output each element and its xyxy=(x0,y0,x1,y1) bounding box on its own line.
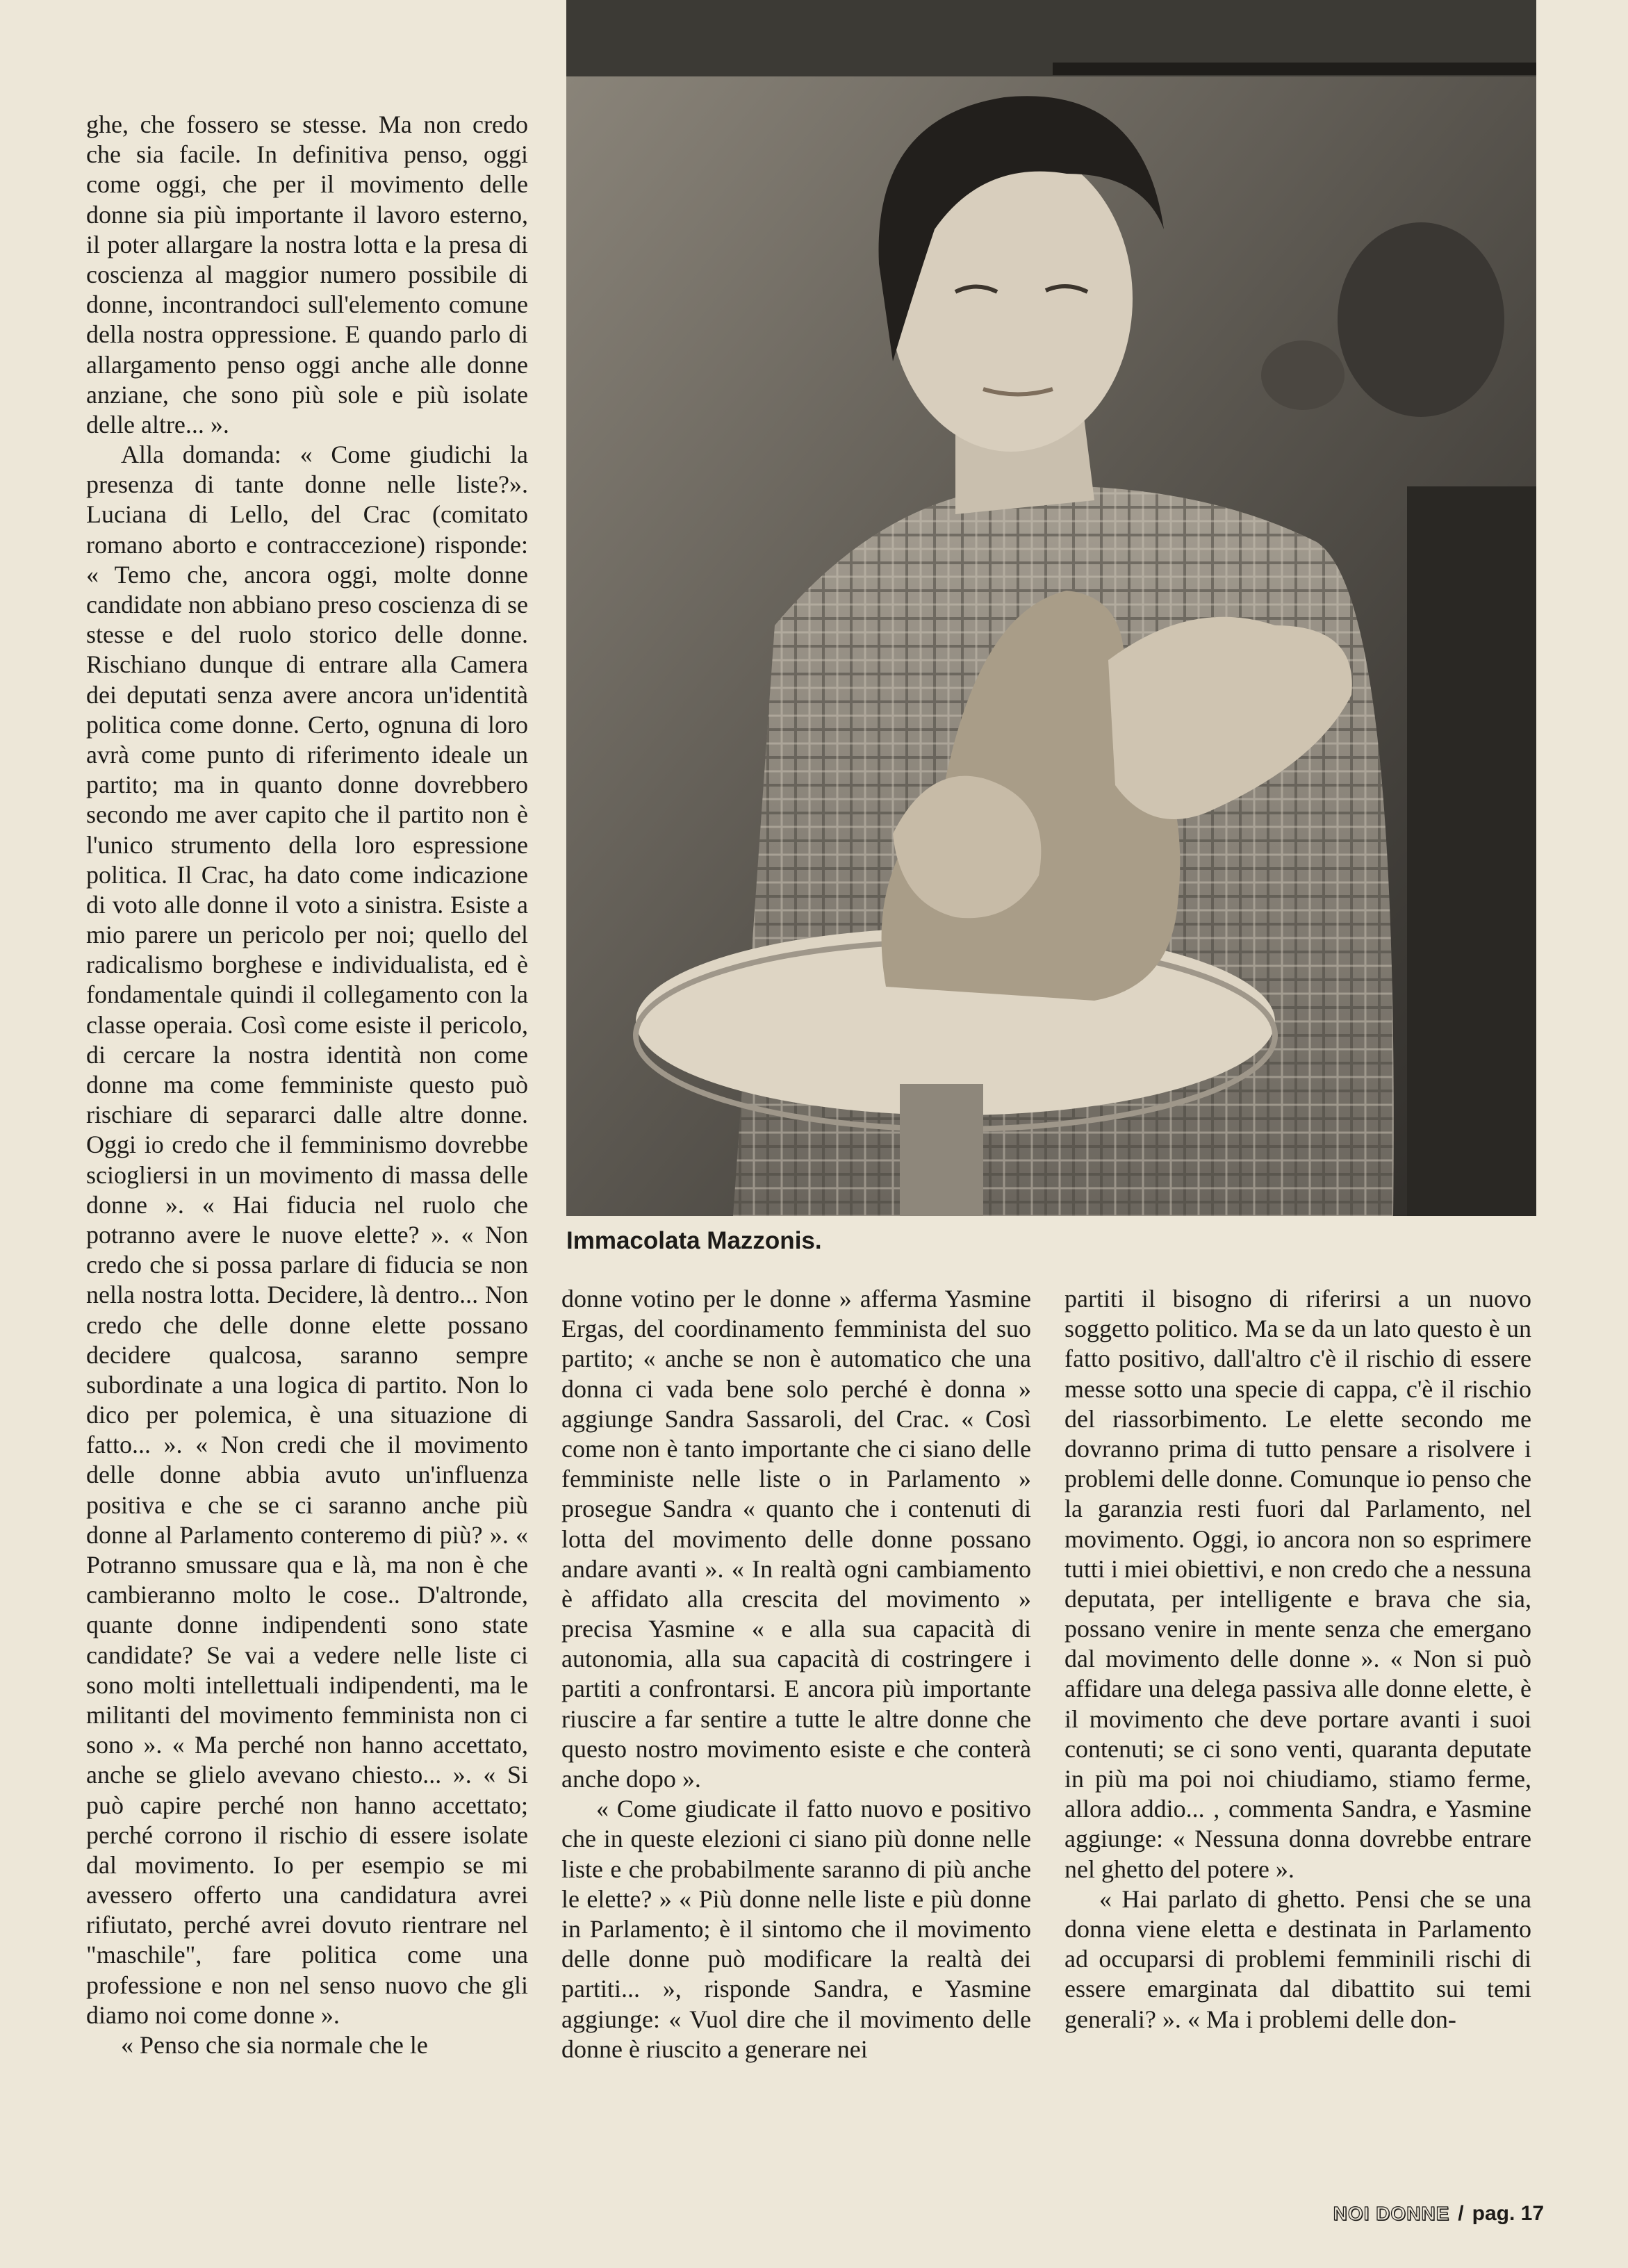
magazine-logo: NOI DONNE xyxy=(1333,2203,1450,2224)
paragraph: Alla domanda: « Come giudichi la presenza di tante donne nelle liste?». Luciana di Lello, del Crac (comitato romano aborto e contraccezione) risponde: « Temo che, ancora oggi, molte donne candidate non abbiano preso coscienza di se stesse e del ruolo storico delle donne. Rischiano dunque di entrare alla Camera dei deputati senza avere ancora un'identità politica come donne. Certo, ognuna di loro avrà come punto di riferimento ideale un partito; ma in quanto donne dovrebbero secondo me aver capito che il partito non è l'unico strumento della loro espressione politica. Il Crac, ha dato come indicazione di voto alle donne il voto a sinistra. Esiste a mio parere un pericolo per noi; quello del radicalismo borghese e individualista, ed è fondamentale quindi il collegamento con la classe operaia. Così come esiste il pericolo, di cercare la nostra identità non come donne ma come femministe questo può rischiare di separarci dalle altre donne. Oggi io credo che il femminismo dovrebbe sciogliersi in un movimento di massa delle donne ». « Hai fiducia nel ruolo che potranno avere le nuove elette? ». « Non credo che si possa parlare di fiducia se non nella nostra lotta. Decidere, là dentro... Non credo che delle donne elette possano decidere qualcosa, saranno sempre subordinate a una logica di partito. Non lo dico per polemica, è una situazione di fatto... ». « Non credi che il movimento delle donne abbia avuto un'influenza positiva e che se ci saranno anche più donne al Parlamento conteremo di più? ». « Potranno smussare qua e là, ma non è che cambieranno molto le cose.. D'altronde, quante donne indipendenti sono state candidate? Se vai a vedere nelle liste ci sono molti intellettuali indipendenti, ma le militanti del movimento femminista non ci sono ». « Ma perché non hanno accettato, anche se glielo avevano chiesto... ». « Si può capire perché non hanno accettato; perché corrono il rischio di essere isolate dal movimento. Io per esempio se mi avessero offerto una candidatura avrei rifiutato, perché avrei dovuto rientrare nel "maschile", fare politica come una professione e non nel senso nuovo che gli diamo noi come donne ». xyxy=(86,441,528,2029)
text-column-2 xyxy=(561,1284,1031,2128)
paragraph: donne votino per le donne » afferma Yasmine Ergas, del coordinamento femminista del suo partito; « anche se non è automatico che una donna ci vada bene solo perché è donna » aggiunge Sandra Sassaroli, del Crac. « Così come non è tanto importante che ci siano delle femministe nelle liste o in Parlamento » prosegue Sandra « quanto che i contenuti di lotta del movimento delle donne possano andare avanti ». « In realtà ogni cambiamento è affidato alla crescita del movimento » precisa Yasmine « e alla sua capacità di autonomia, alla sua capacità di costringere i partiti a confrontarsi. E ancora più importante riuscire a far sentire a tutte le altre donne che questo nostro movimento esiste e che conterà anche dopo ». xyxy=(561,1285,1031,1793)
text-column-3 xyxy=(1064,1284,1531,2128)
paragraph: « Hai parlato di ghetto. Pensi che se una donna viene eletta e destinata in Parlamento ad occuparsi di problemi femminili rischi di essere emarginata dal dibattito sui temi generali? ». « Ma i problemi delle don- xyxy=(1064,1884,1531,2033)
page-footer xyxy=(1280,2197,1544,2230)
sculptor-illustration xyxy=(566,0,1536,1216)
footer-separator: / xyxy=(1458,2202,1464,2225)
paragraph: partiti il bisogno di riferirsi a un nuovo soggetto politico. Ma se da un lato questo è un fatto positivo, dall'altro c'è il rischio di essere messe sotto una specie di cappa, c'è il rischio del riassorbimento. Le elette secondo me dovranno prima di tutto pensare a risolvere i problemi delle donne. Comunque io penso che la garanzia resti fuori dal Parlamento, nel movimento. Oggi, io ancora non so esprimere tutti i miei obiettivi, e non credo che a nessuna deputata, per intelligente e brava che sia, possano venire in mente senza che emergano dal movimento delle donne ». « Non si può affidare una delega passiva alle donne elette, è il movimento che deve portare avanti i suoi contenuti; se ci sono venti, quaranta deputate in più ma poi noi chiudiamo, stiamo ferme, allora addio... , commenta Sandra, e Yasmine aggiunge: « Nessuna donna dovrebbe entrare nel ghetto del potere ». xyxy=(1064,1285,1531,1883)
photo-caption: Immacolata Mazzonis. xyxy=(566,1227,822,1254)
page-number: pag. 17 xyxy=(1472,2202,1544,2225)
text-column-1 xyxy=(86,110,528,2125)
paragraph: « Penso che sia normale che le xyxy=(121,2031,428,2059)
portrait-photo xyxy=(566,0,1536,1216)
paragraph: ghe, che fossero se stesse. Ma non credo che sia facile. In definitiva penso, oggi come oggi, che per il movimento delle donne sia più importante il lavoro esterno, il poter allargare la nostra lotta e la presa di coscienza al maggior numero possibile di donne, incontrandoci sull'elemento comune della nostra oppressione. E quando parlo di allargamento penso oggi anche alle donne anziane, che sono più sole e più isolate delle altre... ». xyxy=(86,110,528,438)
paragraph: « Come giudicate il fatto nuovo e positivo che in queste elezioni ci siano più donne nelle liste e che probabilmente saranno di più anche le elette? » « Più donne nelle liste e più donne in Parlamento; è il sintomo che il movimento delle donne può modificare la realtà dei partiti... », risponde Sandra, e Yasmine aggiunge: « Vuol dire che il movimento delle donne è riuscito a generare nei xyxy=(561,1795,1031,2063)
